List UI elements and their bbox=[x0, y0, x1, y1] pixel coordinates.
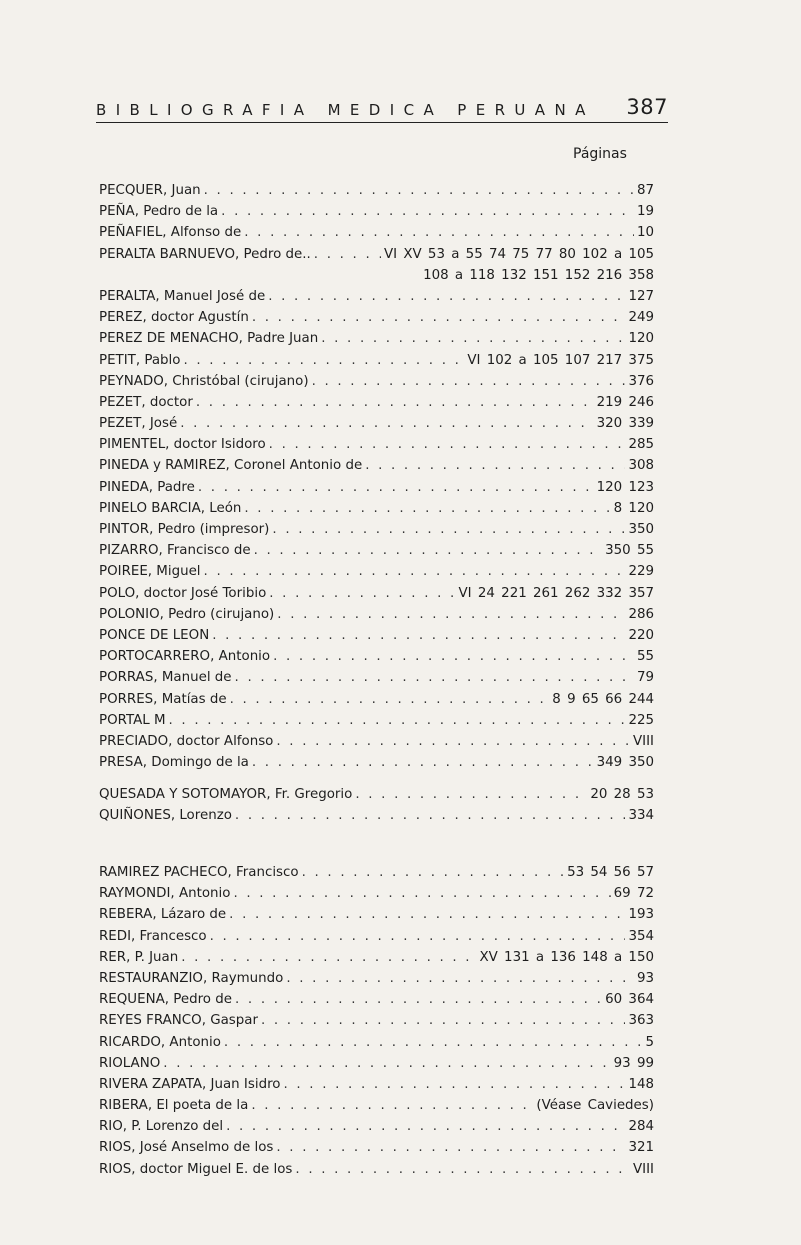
dot-leader bbox=[204, 561, 626, 582]
dot-leader bbox=[251, 1095, 533, 1116]
index-entry bbox=[99, 371, 654, 392]
entry-pages: 286 bbox=[628, 606, 654, 622]
entry-name: PEREZ, doctor Agustín bbox=[99, 310, 249, 326]
entry-name: RIOS, doctor Miguel E. de los bbox=[99, 1161, 293, 1177]
entry-pages: (Véase Caviedes) bbox=[536, 1098, 654, 1114]
entry-pages: 148 bbox=[628, 1076, 654, 1092]
entry-name: REQUENA, Pedro de bbox=[99, 992, 232, 1008]
dot-leader bbox=[221, 201, 634, 222]
entry-pages-continuation: 108 a 118 132 151 152 216 358 bbox=[423, 267, 654, 283]
dot-leader bbox=[244, 222, 634, 243]
index-entry bbox=[99, 947, 654, 968]
index-entry bbox=[99, 413, 654, 434]
index-entry bbox=[99, 968, 654, 989]
index-entry bbox=[99, 328, 654, 349]
index-entry bbox=[99, 805, 654, 826]
index-entry bbox=[99, 519, 654, 540]
index-entry bbox=[99, 904, 654, 925]
entry-pages: 19 bbox=[636, 204, 654, 220]
dot-leader bbox=[272, 519, 625, 540]
entry-pages: 20 28 53 bbox=[590, 787, 654, 802]
dot-leader bbox=[295, 1159, 630, 1180]
index-section-r bbox=[99, 862, 654, 1180]
entry-pages: 334 bbox=[628, 808, 654, 824]
index-entry bbox=[99, 561, 654, 582]
entry-pages: VIII bbox=[632, 733, 654, 749]
index-entry bbox=[99, 392, 654, 413]
entry-pages: 69 72 bbox=[613, 886, 654, 902]
entry-name: PEÑA, Pedro de la bbox=[99, 204, 219, 220]
dot-leader bbox=[212, 625, 625, 646]
dot-leader bbox=[235, 667, 634, 688]
entry-pages: 53 54 56 57 bbox=[567, 865, 654, 880]
entry-pages: VI 24 221 261 262 332 357 bbox=[458, 585, 654, 601]
entry-name: REYES FRANCO, Gaspar bbox=[99, 1013, 258, 1029]
dot-leader bbox=[235, 989, 602, 1010]
dot-leader bbox=[286, 968, 634, 989]
dot-leader bbox=[312, 371, 626, 392]
entry-name: REDI, Francesco bbox=[99, 928, 207, 944]
dot-leader bbox=[180, 413, 593, 434]
entry-name: RIVERA ZAPATA, Juan Isidro bbox=[99, 1076, 281, 1092]
index-entry bbox=[99, 604, 654, 625]
entry-name: PEZET, José bbox=[99, 416, 178, 432]
dot-leader bbox=[252, 307, 626, 328]
entry-pages: 249 bbox=[628, 310, 654, 326]
dot-leader bbox=[355, 784, 587, 805]
dot-leader bbox=[273, 646, 634, 667]
entry-pages: 284 bbox=[628, 1119, 654, 1135]
index-entry bbox=[99, 752, 654, 773]
dot-leader bbox=[233, 883, 610, 904]
dot-leader bbox=[169, 710, 626, 731]
index-entry bbox=[99, 784, 654, 805]
index-entry bbox=[99, 1116, 654, 1137]
entry-pages: 363 bbox=[628, 1013, 654, 1029]
entry-name: POLO, doctor José Toribio bbox=[99, 585, 267, 601]
entry-name: RAMIREZ PACHECO, Francisco bbox=[99, 865, 299, 880]
index-entry bbox=[99, 222, 654, 243]
entry-name: PRECIADO, doctor Alfonso bbox=[99, 733, 274, 749]
entry-name: PINEDA y RAMIREZ, Coronel Antonio de bbox=[99, 458, 363, 474]
entry-name: PEÑAFIEL, Alfonso de bbox=[99, 225, 242, 241]
entry-pages: 376 bbox=[628, 373, 654, 389]
index-entry bbox=[99, 180, 654, 201]
dot-leader bbox=[163, 1053, 610, 1074]
dot-leader bbox=[254, 540, 603, 561]
entry-name: RAYMONDI, Antonio bbox=[99, 886, 231, 902]
dot-leader bbox=[235, 805, 626, 826]
dot-leader bbox=[226, 1116, 625, 1137]
index-entry bbox=[99, 689, 654, 710]
entry-name: QUESADA Y SOTOMAYOR, Fr. Gregorio bbox=[99, 787, 353, 802]
index-entry bbox=[99, 1095, 654, 1116]
dot-leader bbox=[269, 583, 455, 604]
entry-pages: 93 99 bbox=[613, 1055, 654, 1071]
dot-leader bbox=[204, 180, 634, 201]
index-entry bbox=[99, 307, 654, 328]
entry-pages: 350 55 bbox=[605, 543, 654, 559]
entry-pages: 354 bbox=[628, 928, 654, 944]
index-entry bbox=[99, 455, 654, 476]
dot-leader bbox=[198, 477, 594, 498]
index-section-q bbox=[99, 784, 654, 826]
entry-name: PORRAS, Manuel de bbox=[99, 670, 232, 686]
dot-leader bbox=[321, 328, 625, 349]
dot-leader bbox=[269, 434, 626, 455]
index-entry bbox=[99, 540, 654, 561]
index-entry bbox=[99, 926, 654, 947]
entry-name: QUIÑONES, Lorenzo bbox=[99, 808, 232, 824]
entry-name: RESTAURANZIO, Raymundo bbox=[99, 970, 284, 986]
dot-leader bbox=[283, 1074, 625, 1095]
dot-leader bbox=[196, 392, 594, 413]
entry-name: PEREZ DE MENACHO, Padre Juan bbox=[99, 331, 319, 347]
index-entry bbox=[99, 583, 654, 604]
entry-name: RIBERA, El poeta de la bbox=[99, 1098, 249, 1114]
entry-pages: 229 bbox=[628, 564, 654, 580]
entry-pages: 349 350 bbox=[596, 755, 654, 771]
dot-leader bbox=[277, 604, 625, 625]
entry-pages: 10 bbox=[636, 225, 654, 241]
entry-name: PETIT, Pablo bbox=[99, 352, 181, 368]
entry-pages: 320 339 bbox=[596, 416, 654, 432]
index-entry bbox=[99, 989, 654, 1010]
index-entry bbox=[99, 646, 654, 667]
running-title: BIBLIOGRAFIA MEDICA PERUANA bbox=[96, 101, 595, 119]
index-entry bbox=[99, 667, 654, 688]
entry-pages: 5 bbox=[645, 1034, 654, 1050]
entry-name: PEYNADO, Christóbal (cirujano) bbox=[99, 373, 309, 389]
page-number: 387 bbox=[626, 95, 668, 119]
entry-name: PERALTA BARNUEVO, Pedro de.. bbox=[99, 246, 311, 262]
index-entry bbox=[99, 244, 654, 265]
index-entry bbox=[99, 731, 654, 752]
pages-column-header: Páginas bbox=[573, 146, 627, 162]
entry-name: PIZARRO, Francisco de bbox=[99, 543, 251, 559]
index-entry bbox=[99, 1074, 654, 1095]
entry-name: PECQUER, Juan bbox=[99, 183, 201, 198]
dot-leader bbox=[183, 350, 464, 371]
entry-pages: 8 9 65 66 244 bbox=[552, 691, 654, 707]
entry-name: PORRES, Matías de bbox=[99, 691, 227, 707]
index-entry bbox=[99, 1159, 654, 1180]
entry-pages: 60 364 bbox=[605, 992, 654, 1008]
entry-pages: 285 bbox=[628, 437, 654, 453]
index-entry bbox=[99, 1137, 654, 1158]
dot-leader bbox=[268, 286, 625, 307]
entry-name: PORTAL M bbox=[99, 712, 166, 728]
entry-name: RIOS, José Anselmo de los bbox=[99, 1140, 274, 1156]
index-entry bbox=[99, 201, 654, 222]
entry-name: PERALTA, Manuel José de bbox=[99, 288, 266, 304]
entry-name: PEZET, doctor bbox=[99, 394, 193, 410]
entry-name: PRESA, Domingo de la bbox=[99, 755, 249, 771]
index-entry bbox=[99, 1010, 654, 1031]
index-entry bbox=[99, 498, 654, 519]
dot-leader bbox=[244, 498, 610, 519]
entry-pages: 120 bbox=[628, 331, 654, 347]
entry-name: PINTOR, Pedro (impresor) bbox=[99, 522, 270, 537]
entry-name: PORTOCARRERO, Antonio bbox=[99, 649, 271, 665]
entry-name: PONCE DE LEON bbox=[99, 627, 210, 643]
dot-leader bbox=[210, 926, 626, 947]
dot-leader bbox=[230, 689, 550, 710]
entry-name: RIO, P. Lorenzo del bbox=[99, 1119, 224, 1135]
entry-pages: 219 246 bbox=[596, 394, 654, 410]
index-entry bbox=[99, 286, 654, 307]
entry-pages: VIII bbox=[632, 1161, 654, 1177]
index-entry bbox=[99, 625, 654, 646]
index-entry bbox=[99, 862, 654, 883]
entry-name: RICARDO, Antonio bbox=[99, 1034, 221, 1050]
dot-leader bbox=[252, 752, 594, 773]
entry-pages: VI XV 53 a 55 74 75 77 80 102 a 105 bbox=[383, 246, 654, 262]
index-entry bbox=[99, 477, 654, 498]
dot-leader bbox=[276, 1137, 625, 1158]
entry-pages: 220 bbox=[628, 627, 654, 643]
entry-pages: 127 bbox=[628, 288, 654, 304]
entry-pages: 55 bbox=[636, 649, 654, 665]
dot-leader bbox=[229, 904, 625, 925]
dot-leader bbox=[314, 244, 381, 265]
entry-name: REBERA, Lázaro de bbox=[99, 907, 227, 923]
entry-pages: 350 bbox=[628, 522, 654, 537]
index-entry bbox=[99, 350, 654, 371]
entry-pages: VI 102 a 105 107 217 375 bbox=[467, 352, 654, 368]
header-rule bbox=[96, 122, 668, 123]
entry-pages: 87 bbox=[636, 183, 654, 198]
entry-pages: 308 bbox=[628, 458, 654, 474]
entry-name: RER, P. Juan bbox=[99, 949, 179, 965]
entry-name: RIOLANO bbox=[99, 1055, 161, 1071]
index-entry bbox=[99, 883, 654, 904]
entry-name: PINELO BARCIA, León bbox=[99, 500, 242, 516]
entry-pages: 225 bbox=[628, 712, 654, 728]
dot-leader bbox=[224, 1032, 643, 1053]
running-header bbox=[96, 93, 668, 119]
dot-leader bbox=[365, 455, 625, 476]
dot-leader bbox=[261, 1010, 625, 1031]
entry-name: PINEDA, Padre bbox=[99, 479, 195, 495]
dot-leader bbox=[181, 947, 476, 968]
index-entry bbox=[99, 710, 654, 731]
index-entry bbox=[99, 1053, 654, 1074]
entry-pages: 321 bbox=[628, 1140, 654, 1156]
entry-pages: 8 120 bbox=[613, 500, 654, 516]
dot-leader bbox=[276, 731, 630, 752]
index-section-p bbox=[99, 180, 654, 773]
entry-name: POIREE, Miguel bbox=[99, 564, 201, 580]
entry-pages: 93 bbox=[636, 970, 654, 986]
entry-pages: 79 bbox=[636, 670, 654, 686]
entry-pages: 193 bbox=[628, 907, 654, 923]
dot-leader bbox=[302, 862, 564, 883]
entry-pages: XV 131 a 136 148 a 150 bbox=[479, 949, 654, 965]
index-entry bbox=[99, 434, 654, 455]
entry-name: PIMENTEL, doctor Isidoro bbox=[99, 437, 266, 453]
index-entry bbox=[99, 1032, 654, 1053]
entry-name: POLONIO, Pedro (cirujano) bbox=[99, 606, 275, 622]
entry-pages: 120 123 bbox=[596, 479, 654, 495]
